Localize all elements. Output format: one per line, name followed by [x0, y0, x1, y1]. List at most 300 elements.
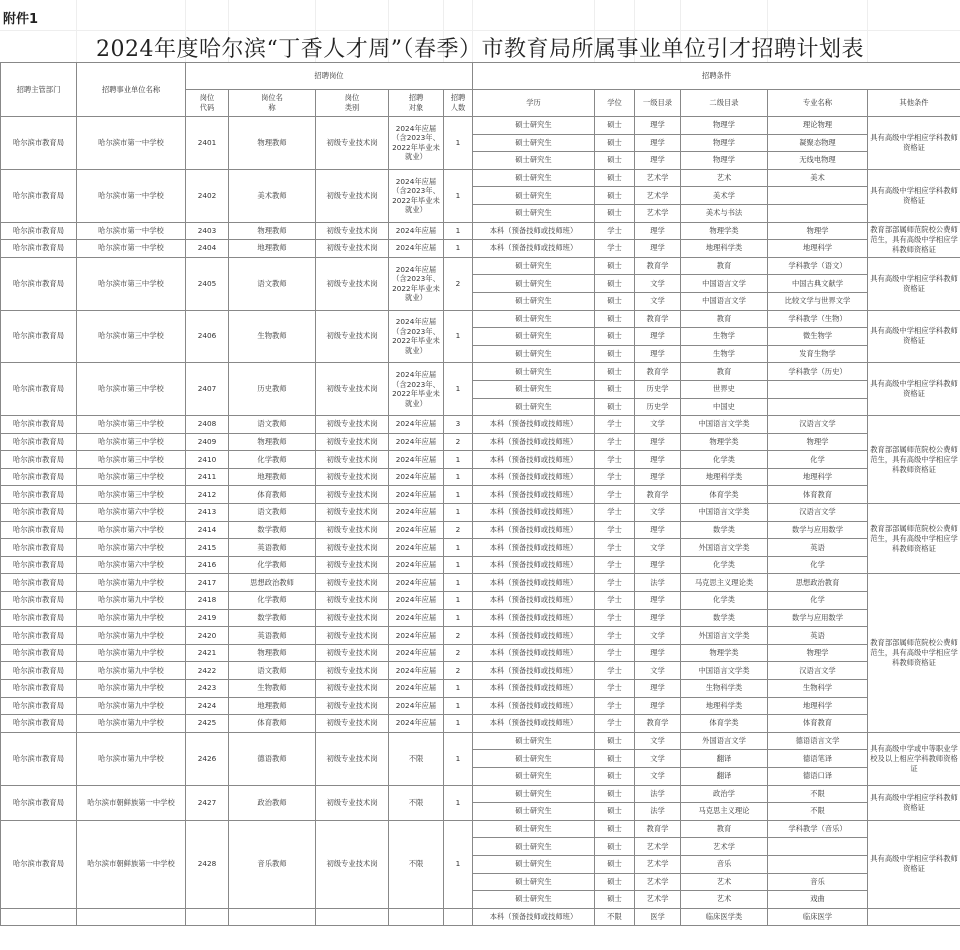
post-type-cell: 初级专业技术岗	[316, 697, 389, 715]
count-cell: 1	[444, 504, 473, 522]
major-cell: 地理科学	[768, 240, 868, 258]
cat2-cell: 艺术	[681, 873, 768, 891]
post-name-cell: 语文教师	[229, 416, 316, 434]
edu-cell: 硕士研究生	[473, 750, 595, 768]
major-cell: 化学	[768, 556, 868, 574]
target-cell: 2024年应届（含2023年、2022年毕业未就业）	[389, 310, 444, 363]
dept-cell: 哈尔滨市教育局	[1, 433, 77, 451]
degree-cell: 硕士	[595, 204, 635, 222]
major-cell: 物理学	[768, 433, 868, 451]
post-name-cell: 生物教师	[229, 310, 316, 363]
post-code-cell: 2427	[186, 785, 229, 820]
unit-cell: 哈尔滨市第三中学校	[77, 257, 186, 310]
unit-cell: 哈尔滨市第三中学校	[77, 486, 186, 504]
unit-cell: 哈尔滨市第九中学校	[77, 715, 186, 733]
dept-cell: 哈尔滨市教育局	[1, 539, 77, 557]
degree-cell: 硕士	[595, 803, 635, 821]
post-name-cell: 地理教师	[229, 697, 316, 715]
post-name-cell: 体育教师	[229, 715, 316, 733]
edu-cell: 本科（预备技师或技师班）	[473, 609, 595, 627]
header-degree: 学位	[595, 90, 635, 117]
post-code-cell: 2415	[186, 539, 229, 557]
other-cell: 具有高级中学相应学科教师资格证	[868, 169, 960, 222]
target-cell: 2024年应届	[389, 433, 444, 451]
cat1-cell: 理学	[635, 680, 681, 698]
post-type-cell: 初级专业技术岗	[316, 609, 389, 627]
edu-cell: 本科（预备技师或技师班）	[473, 416, 595, 434]
cat2-cell: 生物学	[681, 328, 768, 346]
table-row	[1, 257, 960, 275]
count-cell: 1	[444, 169, 473, 222]
other-cell: 教育部部属师范院校公费师范生，具有高级中学相应学科教师资格证	[868, 416, 960, 504]
cat2-cell: 数学类	[681, 521, 768, 539]
cat1-cell: 文学	[635, 275, 681, 293]
header-post-group: 招聘岗位	[186, 63, 473, 90]
post-code-cell: 2417	[186, 574, 229, 592]
header-cat2: 二级目录	[681, 90, 768, 117]
count-cell: 1	[444, 556, 473, 574]
cat2-cell: 教育	[681, 363, 768, 381]
dept-cell: 哈尔滨市教育局	[1, 257, 77, 310]
edu-cell: 硕士研究生	[473, 292, 595, 310]
count-cell: 2	[444, 521, 473, 539]
major-cell	[768, 398, 868, 416]
post-code-cell: 2402	[186, 169, 229, 222]
degree-cell: 硕士	[595, 820, 635, 838]
cat2-cell: 体育学类	[681, 486, 768, 504]
edu-cell: 本科（预备技师或技师班）	[473, 697, 595, 715]
degree-cell: 硕士	[595, 380, 635, 398]
cat2-cell: 物理学类	[681, 433, 768, 451]
dept-cell: 哈尔滨市教育局	[1, 627, 77, 645]
edu-cell: 硕士研究生	[473, 169, 595, 187]
post-name-cell: 思想政治教师	[229, 574, 316, 592]
cat1-cell: 理学	[635, 521, 681, 539]
target-cell: 2024年应届	[389, 697, 444, 715]
major-cell: 德语笔译	[768, 750, 868, 768]
cat1-cell: 法学	[635, 574, 681, 592]
unit-cell: 哈尔滨市第九中学校	[77, 662, 186, 680]
other-cell: 具有高级中学相应学科教师资格证	[868, 363, 960, 416]
count-cell: 1	[444, 117, 473, 170]
major-cell	[768, 838, 868, 856]
target-cell: 2024年应届	[389, 680, 444, 698]
major-cell: 英语	[768, 627, 868, 645]
degree-cell: 硕士	[595, 891, 635, 909]
cat1-cell: 艺术学	[635, 873, 681, 891]
unit-cell: 哈尔滨市第六中学校	[77, 521, 186, 539]
degree-cell: 学士	[595, 556, 635, 574]
header-cat1: 一级目录	[635, 90, 681, 117]
degree-cell: 硕士	[595, 187, 635, 205]
cat2-cell: 物理学类	[681, 222, 768, 240]
post-name-cell: 美术教师	[229, 169, 316, 222]
count-cell: 1	[444, 539, 473, 557]
cat1-cell: 文学	[635, 416, 681, 434]
unit-cell: 哈尔滨市第六中学校	[77, 556, 186, 574]
major-cell: 不限	[768, 803, 868, 821]
cat1-cell: 理学	[635, 609, 681, 627]
post-type-cell: 初级专业技术岗	[316, 680, 389, 698]
cat2-cell: 数学类	[681, 609, 768, 627]
table-row	[1, 574, 960, 592]
major-cell: 学科教学（历史）	[768, 363, 868, 381]
target-cell: 2024年应届	[389, 240, 444, 258]
major-cell: 中国古典文献学	[768, 275, 868, 293]
major-cell: 比较文学与世界文学	[768, 292, 868, 310]
unit-cell: 哈尔滨市第三中学校	[77, 468, 186, 486]
target-cell: 不限	[389, 820, 444, 908]
table-row	[1, 680, 960, 698]
post-name-cell: 地理教师	[229, 240, 316, 258]
unit-cell: 哈尔滨市朝鲜族第一中学校	[77, 820, 186, 908]
post-name-cell: 生物教师	[229, 680, 316, 698]
target-cell: 2024年应届（含2023年、2022年毕业未就业）	[389, 363, 444, 416]
post-type-cell: 初级专业技术岗	[316, 310, 389, 363]
table-body	[1, 117, 960, 926]
degree-cell: 学士	[595, 609, 635, 627]
cat2-cell: 化学类	[681, 556, 768, 574]
degree-cell: 硕士	[595, 398, 635, 416]
cat2-cell: 中国语言文学类	[681, 662, 768, 680]
target-cell: 2024年应届	[389, 574, 444, 592]
major-cell: 学科教学（生物）	[768, 310, 868, 328]
target-cell: 2024年应届	[389, 715, 444, 733]
degree-cell: 硕士	[595, 345, 635, 363]
cat1-cell: 教育学	[635, 310, 681, 328]
cat2-cell: 生物学	[681, 345, 768, 363]
post-type-cell: 初级专业技术岗	[316, 257, 389, 310]
cat1-cell: 理学	[635, 451, 681, 469]
target-cell: 2024年应届	[389, 627, 444, 645]
header-other: 其他条件	[868, 90, 960, 117]
target-cell: 不限	[389, 732, 444, 785]
count-cell: 1	[444, 732, 473, 785]
major-cell	[768, 380, 868, 398]
post-type-cell: 初级专业技术岗	[316, 451, 389, 469]
count-cell: 1	[444, 715, 473, 733]
post-name-cell: 历史教师	[229, 363, 316, 416]
recruitment-plan-table	[0, 62, 960, 926]
major-cell: 体育教育	[768, 715, 868, 733]
count-cell: 1	[444, 592, 473, 610]
post-name-cell: 化学教师	[229, 451, 316, 469]
dept-cell: 哈尔滨市教育局	[1, 117, 77, 170]
cat2-cell: 临床医学类	[681, 908, 768, 926]
count-cell: 1	[444, 680, 473, 698]
dept-cell: 哈尔滨市教育局	[1, 680, 77, 698]
post-type-cell: 初级专业技术岗	[316, 222, 389, 240]
count-cell: 1	[444, 310, 473, 363]
cat2-cell: 外国语言文学类	[681, 627, 768, 645]
post-type-cell: 初级专业技术岗	[316, 820, 389, 908]
table-row	[1, 504, 960, 522]
edu-cell: 硕士研究生	[473, 204, 595, 222]
degree-cell: 不限	[595, 908, 635, 926]
post-type-cell: 初级专业技术岗	[316, 715, 389, 733]
cat2-cell: 中国语言文学	[681, 275, 768, 293]
count-cell: 1	[444, 468, 473, 486]
table-row	[1, 697, 960, 715]
unit-cell: 哈尔滨市第六中学校	[77, 539, 186, 557]
target-cell: 2024年应届	[389, 504, 444, 522]
target-cell: 2024年应届（含2023年、2022年毕业未就业）	[389, 117, 444, 170]
cat2-cell: 中国语言文学类	[681, 416, 768, 434]
table-row	[1, 644, 960, 662]
cat2-cell: 教育	[681, 257, 768, 275]
edu-cell: 硕士研究生	[473, 732, 595, 750]
degree-cell: 学士	[595, 644, 635, 662]
cat2-cell: 教育	[681, 820, 768, 838]
cat2-cell: 中国史	[681, 398, 768, 416]
dept-cell: 哈尔滨市教育局	[1, 556, 77, 574]
target-cell: 2024年应届	[389, 416, 444, 434]
post-type-cell: 初级专业技术岗	[316, 416, 389, 434]
header-dept: 招聘主管部门	[1, 63, 77, 117]
cat2-cell: 翻译	[681, 750, 768, 768]
cat2-cell: 化学类	[681, 451, 768, 469]
major-cell: 微生物学	[768, 328, 868, 346]
cat2-cell: 物理学	[681, 134, 768, 152]
post-code-cell: 2403	[186, 222, 229, 240]
major-cell: 汉语言文学	[768, 662, 868, 680]
cat1-cell: 艺术学	[635, 855, 681, 873]
table-row	[1, 732, 960, 750]
cat1-cell: 理学	[635, 592, 681, 610]
table-row	[1, 451, 960, 469]
unit-cell: 哈尔滨市第一中学校	[77, 222, 186, 240]
count-cell: 1	[444, 222, 473, 240]
major-cell: 化学	[768, 592, 868, 610]
post-name-cell: 地理教师	[229, 468, 316, 486]
attachment-label: 附件1	[3, 12, 39, 27]
cat2-cell: 地理科学类	[681, 240, 768, 258]
table-row	[1, 627, 960, 645]
cat1-cell: 法学	[635, 803, 681, 821]
cat1-cell: 理学	[635, 117, 681, 135]
count-cell: 2	[444, 433, 473, 451]
degree-cell: 学士	[595, 222, 635, 240]
cat1-cell: 艺术学	[635, 187, 681, 205]
table-row	[1, 592, 960, 610]
major-cell: 德语口译	[768, 767, 868, 785]
post-code-cell: 2405	[186, 257, 229, 310]
edu-cell: 硕士研究生	[473, 117, 595, 135]
edu-cell: 本科（预备技师或技师班）	[473, 486, 595, 504]
header-code: 岗位代码	[186, 90, 229, 117]
cat1-cell: 理学	[635, 697, 681, 715]
edu-cell: 硕士研究生	[473, 785, 595, 803]
other-cell: 教育部部属师范院校公费师范生，具有高级中学相应学科教师资格证	[868, 222, 960, 257]
degree-cell: 硕士	[595, 750, 635, 768]
post-type-cell: 初级专业技术岗	[316, 363, 389, 416]
table-row	[1, 486, 960, 504]
cat2-cell: 美术与书法	[681, 204, 768, 222]
cat1-cell: 法学	[635, 785, 681, 803]
cat2-cell: 生物科学类	[681, 680, 768, 698]
cat1-cell: 文学	[635, 767, 681, 785]
dept-cell: 哈尔滨市教育局	[1, 662, 77, 680]
dept-cell: 哈尔滨市教育局	[1, 222, 77, 240]
count-cell: 2	[444, 257, 473, 310]
cat1-cell: 文学	[635, 750, 681, 768]
target-cell: 2024年应届	[389, 609, 444, 627]
degree-cell: 硕士	[595, 328, 635, 346]
edu-cell: 硕士研究生	[473, 187, 595, 205]
edu-cell: 硕士研究生	[473, 891, 595, 909]
table-row	[1, 310, 960, 328]
post-code-cell: 2426	[186, 732, 229, 785]
post-type-cell: 初级专业技术岗	[316, 486, 389, 504]
cat2-cell: 物理学	[681, 117, 768, 135]
cat1-cell: 理学	[635, 328, 681, 346]
degree-cell: 硕士	[595, 732, 635, 750]
cat2-cell: 地理科学类	[681, 697, 768, 715]
major-cell: 美术	[768, 169, 868, 187]
edu-cell: 本科（预备技师或技师班）	[473, 468, 595, 486]
major-cell: 英语	[768, 539, 868, 557]
cat1-cell: 文学	[635, 662, 681, 680]
degree-cell: 学士	[595, 574, 635, 592]
edu-cell: 硕士研究生	[473, 257, 595, 275]
degree-cell: 硕士	[595, 292, 635, 310]
edu-cell: 硕士研究生	[473, 310, 595, 328]
major-cell: 戏曲	[768, 891, 868, 909]
table-row	[1, 117, 960, 135]
post-name-cell: 物理教师	[229, 433, 316, 451]
dept-cell: 哈尔滨市教育局	[1, 785, 77, 820]
other-cell: 具有高级中学相应学科教师资格证	[868, 117, 960, 170]
post-code-cell: 2412	[186, 486, 229, 504]
edu-cell: 本科（预备技师或技师班）	[473, 240, 595, 258]
post-type-cell: 初级专业技术岗	[316, 785, 389, 820]
table-row	[1, 222, 960, 240]
unit-cell: 哈尔滨市第三中学校	[77, 363, 186, 416]
dept-cell: 哈尔滨市教育局	[1, 697, 77, 715]
degree-cell: 硕士	[595, 838, 635, 856]
post-name-cell: 音乐教师	[229, 820, 316, 908]
cat1-cell: 历史学	[635, 380, 681, 398]
cat2-cell: 音乐	[681, 855, 768, 873]
major-cell: 数学与应用数学	[768, 521, 868, 539]
edu-cell: 硕士研究生	[473, 855, 595, 873]
degree-cell: 硕士	[595, 152, 635, 170]
header-target: 招聘对象	[389, 90, 444, 117]
dept-cell: 哈尔滨市教育局	[1, 169, 77, 222]
cat1-cell: 艺术学	[635, 204, 681, 222]
empty-cell	[1, 908, 77, 926]
edu-cell: 本科（预备技师或技师班）	[473, 521, 595, 539]
cat2-cell: 地理科学类	[681, 468, 768, 486]
header-unit: 招聘事业单位名称	[77, 63, 186, 117]
cat2-cell: 艺术	[681, 891, 768, 909]
post-code-cell: 2425	[186, 715, 229, 733]
count-cell: 1	[444, 820, 473, 908]
edu-cell: 本科（预备技师或技师班）	[473, 627, 595, 645]
cat1-cell: 理学	[635, 222, 681, 240]
dept-cell: 哈尔滨市教育局	[1, 592, 77, 610]
edu-cell: 本科（预备技师或技师班）	[473, 644, 595, 662]
header-post-name: 岗位名称	[229, 90, 316, 117]
post-name-cell: 体育教师	[229, 486, 316, 504]
edu-cell: 本科（预备技师或技师班）	[473, 574, 595, 592]
degree-cell: 硕士	[595, 855, 635, 873]
post-code-cell: 2413	[186, 504, 229, 522]
dept-cell: 哈尔滨市教育局	[1, 240, 77, 258]
dept-cell: 哈尔滨市教育局	[1, 521, 77, 539]
post-code-cell: 2409	[186, 433, 229, 451]
post-name-cell: 语文教师	[229, 504, 316, 522]
dept-cell: 哈尔滨市教育局	[1, 644, 77, 662]
count-cell: 1	[444, 574, 473, 592]
header-edu: 学历	[473, 90, 595, 117]
major-cell: 汉语言文学	[768, 416, 868, 434]
post-name-cell: 语文教师	[229, 257, 316, 310]
page-title: 2024年度哈尔滨“丁香人才周”（春季）市教育局所属事业单位引才招聘计划表	[96, 37, 864, 62]
major-cell: 无线电物理	[768, 152, 868, 170]
post-name-cell: 化学教师	[229, 556, 316, 574]
major-cell	[768, 855, 868, 873]
header-major: 专业名称	[768, 90, 868, 117]
cat1-cell: 医学	[635, 908, 681, 926]
post-type-cell: 初级专业技术岗	[316, 662, 389, 680]
edu-cell: 本科（预备技师或技师班）	[473, 433, 595, 451]
cat1-cell: 理学	[635, 468, 681, 486]
cat2-cell: 中国语言文学	[681, 292, 768, 310]
degree-cell: 硕士	[595, 169, 635, 187]
post-code-cell: 2418	[186, 592, 229, 610]
dept-cell: 哈尔滨市教育局	[1, 504, 77, 522]
table-row	[1, 468, 960, 486]
post-code-cell: 2428	[186, 820, 229, 908]
table-row	[1, 433, 960, 451]
edu-cell: 硕士研究生	[473, 152, 595, 170]
cat1-cell: 艺术学	[635, 838, 681, 856]
cat1-cell: 理学	[635, 240, 681, 258]
unit-cell: 哈尔滨市第九中学校	[77, 644, 186, 662]
cat1-cell: 文学	[635, 627, 681, 645]
other-cell	[868, 908, 960, 926]
unit-cell: 哈尔滨市朝鲜族第一中学校	[77, 785, 186, 820]
edu-cell: 硕士研究生	[473, 767, 595, 785]
target-cell: 不限	[389, 785, 444, 820]
post-name-cell: 物理教师	[229, 222, 316, 240]
cat2-cell: 艺术	[681, 169, 768, 187]
edu-cell: 硕士研究生	[473, 345, 595, 363]
count-cell: 1	[444, 609, 473, 627]
post-type-cell: 初级专业技术岗	[316, 468, 389, 486]
major-cell: 体育教育	[768, 486, 868, 504]
post-code-cell: 2414	[186, 521, 229, 539]
table-row	[1, 416, 960, 434]
degree-cell: 硕士	[595, 873, 635, 891]
post-code-cell: 2407	[186, 363, 229, 416]
edu-cell: 本科（预备技师或技师班）	[473, 715, 595, 733]
post-name-cell: 物理教师	[229, 644, 316, 662]
cat1-cell: 理学	[635, 556, 681, 574]
post-type-cell: 初级专业技术岗	[316, 556, 389, 574]
count-cell: 1	[444, 785, 473, 820]
unit-cell: 哈尔滨市第九中学校	[77, 574, 186, 592]
degree-cell: 硕士	[595, 134, 635, 152]
major-cell: 德语语言文学	[768, 732, 868, 750]
post-name-cell: 数学教师	[229, 609, 316, 627]
cat1-cell: 教育学	[635, 820, 681, 838]
target-cell: 2024年应届	[389, 592, 444, 610]
table-row	[1, 556, 960, 574]
cat2-cell: 美术学	[681, 187, 768, 205]
post-code-cell: 2424	[186, 697, 229, 715]
